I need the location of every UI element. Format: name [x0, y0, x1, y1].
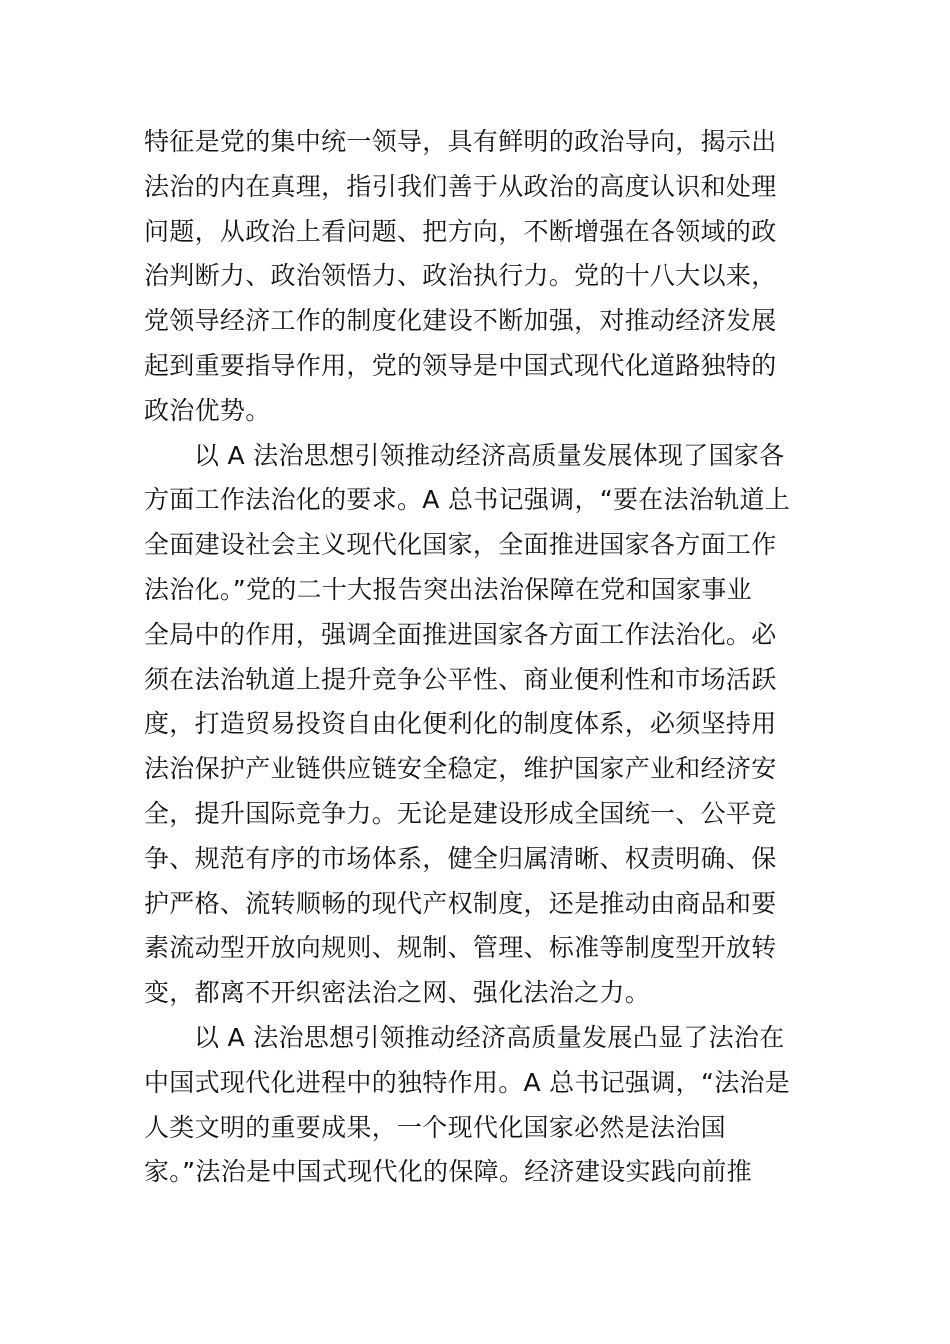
text-line: 中国式现代化进程中的独特作用。A 总书记强调，“法治是 [144, 1067, 791, 1097]
body-text [144, 120, 824, 1195]
text-line: 全面建设社会主义现代化国家，全面推进国家各方面工作 [144, 530, 777, 560]
text-line: 起到重要指导作用，党的领导是中国式现代化道路独特的 [144, 350, 777, 380]
text-line: 人类文明的重要成果，一个现代化国家必然是法治国 [144, 1112, 726, 1142]
text-line: 方面工作法治化的要求。A 总书记强调，“要在法治轨道上 [144, 485, 791, 515]
text-line: 治判断力、政治领悟力、政治执行力。党的十八大以来， [144, 261, 777, 291]
text-line: 法治化。”党的二十大报告突出法治保障在党和国家事业 [144, 574, 752, 604]
text-line: 全，提升国际竞争力。无论是建设形成全国统一、公平竞 [144, 798, 777, 828]
text-line: 特征是党的集中统一领导，具有鲜明的政治导向，揭示出 [144, 127, 777, 156]
text-line: 争、规范有序的市场体系，健全归属清晰、权责明确、保 [144, 843, 777, 873]
text-line: 素流动型开放向规则、规制、管理、标准等制度型开放转 [144, 933, 777, 963]
text-line: 须在法治轨道上提升竞争公平性、商业便利性和市场活跃 [144, 664, 777, 694]
paragraph-start-line: 以 A 法治思想引领推动经济高质量发展体现了国家各 [194, 440, 785, 470]
text-line: 问题，从政治上看问题、把方向，不断增强在各领域的政 [144, 216, 777, 246]
text-line: 度，打造贸易投资自由化便利化的制度体系，必须坚持用 [144, 709, 777, 739]
text-line: 护严格、流转顺畅的现代产权制度，还是推动由商品和要 [144, 888, 777, 918]
text-line: 全局中的作用，强调全面推进国家各方面工作法治化。必 [144, 619, 777, 649]
text-line: 法治的内在真理，指引我们善于从政治的高度认识和处理 [144, 171, 777, 201]
text-line: 党领导经济工作的制度化建设不断加强，对推动经济发展 [144, 306, 777, 336]
text-line: 变，都离不开织密法治之网、强化法治之力。 [144, 978, 651, 1008]
text-line: 法治保护产业链供应链安全稳定，维护国家产业和经济安 [144, 754, 777, 784]
paragraph-start-line: 以 A 法治思想引领推动经济高质量发展凸显了法治在 [194, 1022, 785, 1052]
text-line: 政治优势。 [144, 395, 271, 425]
text-line: 家。”法治是中国式现代化的保障。经济建设实践向前推 [144, 1157, 752, 1187]
